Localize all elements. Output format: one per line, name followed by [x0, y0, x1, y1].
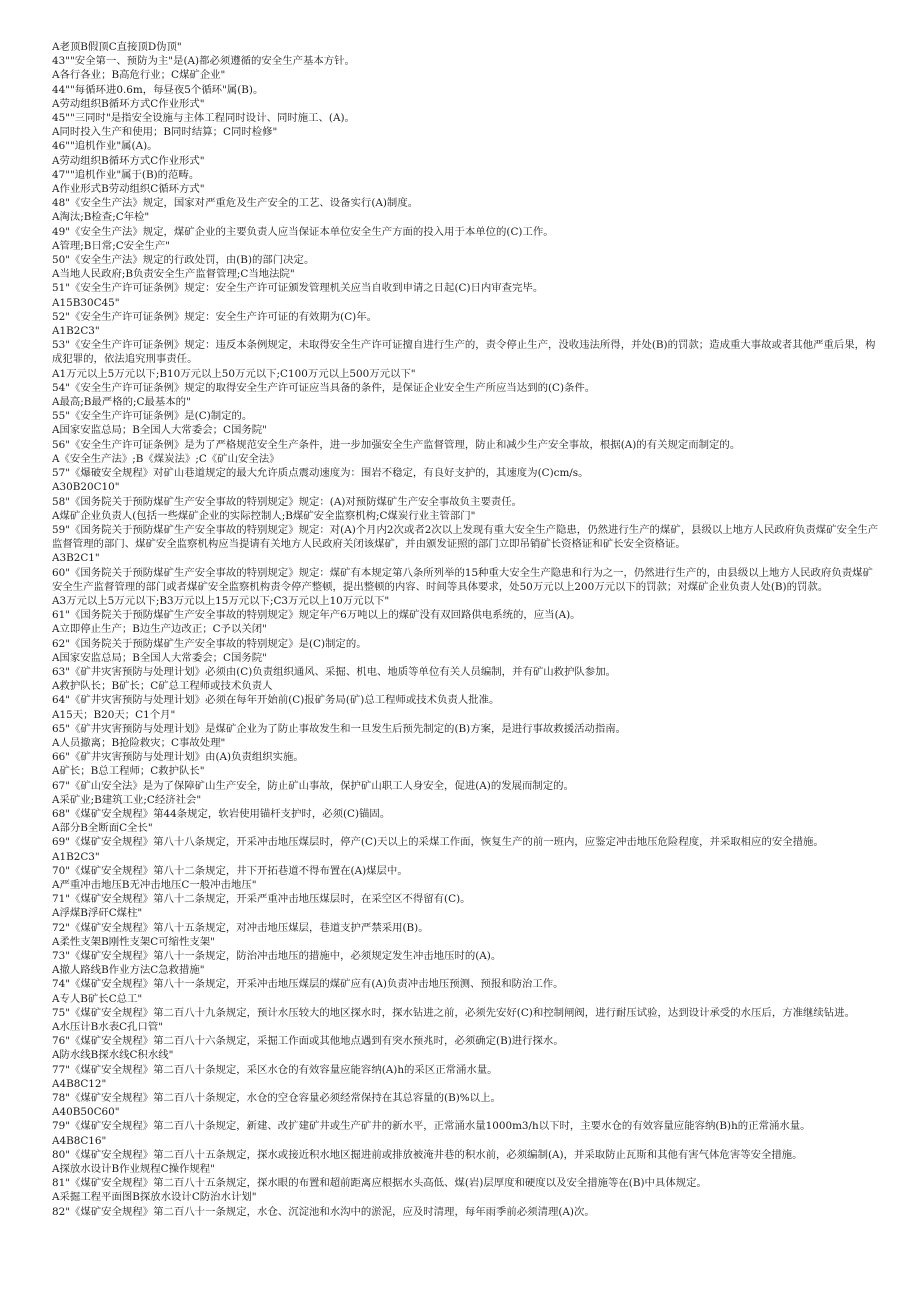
text-line: A1B2C3"	[52, 850, 100, 863]
text-line: A煤矿企业负责人(包括一些煤矿企业的实际控制人;B煤矿安全监察机构;C煤炭行业主管部门"	[52, 509, 476, 522]
text-line: 69"《煤矿安全规程》第八十八条规定，开采冲击地压煤层时，停产(C)天以上的采煤工作面，恢复生产的前一班内，应鉴定冲击地压危险程度，并采取相应的安全措施。	[52, 836, 824, 849]
text-line: A30B20C10"	[52, 481, 120, 494]
text-line: A水压计B水表C孔口管"	[52, 1021, 163, 1034]
text-line: A防水线B探水线C积水线"	[52, 1049, 174, 1062]
text-line: A管理;B日常;C安全生产"	[52, 239, 170, 252]
text-line: 65"《矿井灾害预防与处理计划》是煤矿企业为了防止事故发生和一旦发生后预先制定的(B)方案，是进行事故救援活动指南。	[52, 722, 627, 735]
text-line: A专人B矿长C总工"	[52, 992, 143, 1005]
text-line: 66"《矿井灾害预防与处理计划》由(A)负责组织实施。	[52, 751, 304, 764]
text-line: 59"《国务院关于预防煤矿生产安全事故的特别规定》规定：对(A)个月内2次或者2次以上发现有重大安全生产隐患，仍然进行生产的煤矿，县级以上地方人民政府负责煤矿安全生产监督管理的部门、煤矿安全监察机构应当提请有关地方人民政府关闭该煤矿，并由颁发证照的部门立即吊销矿长资格证和矿长安全资格证。	[52, 523, 879, 551]
text-line: 80"《煤矿安全规程》第二百八十五条规定，探水或接近积水地区掘进前或排放被淹井巷的积水前，必须编制(A)，并采取防止瓦斯和其他有害气体危害等安全措施。	[52, 1148, 803, 1161]
text-line: A15天；B20天；C1个月"	[52, 708, 176, 721]
text-line: 62"《国务院关于预防煤矿生产安全事故的特别规定》是(C)制定的。	[52, 637, 367, 650]
text-line: A4B8C12"	[52, 1077, 107, 1090]
text-line: 48"《安全生产法》规定，国家对严重危及生产安全的工艺、设备实行(A)制度。	[52, 197, 419, 210]
text-line: A柔性支架B刚性支架C可缩性支架"	[52, 935, 215, 948]
text-line: 53"《安全生产许可证条例》规定：违反本条例规定，未取得安全生产许可证擅自进行生产的，责令停止生产，没收违法所得，并处(B)的罚款；造成重大事故或者其他严重后果，构成犯罪的，依法追究刑事责任。	[52, 339, 876, 366]
text-line: A救护队长；B矿长；C矿总工程师或技术负责人	[52, 680, 273, 693]
text-line: 60"《国务院关于预防煤矿生产安全事故的特别规定》规定：煤矿有本规定第八条所列举的15种重大安全生产隐患和行为之一，仍然进行生产的，由县级以上地方人民政府负责煤矿安全生产监督管理的部门或者煤矿安全监察机构责令停产整顿，提出整顿的内容、时间等具体要求，处50万元以上200万元以下的罚款；对煤矿企业负责人处(B)的罚款。	[52, 566, 873, 593]
text-line: A同时投入生产和使用；B同时结算；C同时检修"	[52, 126, 278, 139]
text-line: 75"《煤矿安全规程》第二百八十九条规定，预计水压较大的地区探水时，探水钻进之前，必须先安好(C)和控制闸阀，进行耐压试验，达到设计承受的水压后，方准继续钻进。	[52, 1006, 855, 1019]
text-line: A淘汰;B检查;C年检"	[52, 211, 150, 224]
text-line: A矿长；B总工程师；C救护队长"	[52, 765, 205, 778]
text-line: 50"《安全生产法》规定的行政处罚，由(B)的部门决定。	[52, 254, 315, 267]
text-line: A1万元以上5万元以下;B10万元以上50万元以下;C100万元以上500万元以下"	[52, 367, 416, 380]
text-line: 43""安全第一、预防为主"是(A)都必须遵循的安全生产基本方针。	[52, 55, 355, 68]
text-line: 72"《煤矿安全规程》第八十五条规定，对冲击地压煤层，巷道支护严禁采用(B)。	[52, 921, 429, 934]
text-line: A40B50C60"	[52, 1106, 120, 1119]
text-line: 78"《煤矿安全规程》第二百八十条规定，水仓的空仓容量必须经常保持在其总容量的(B)%以上。	[52, 1092, 501, 1105]
text-line: 82"《煤矿安全规程》第二百八十一条规定，水仓、沉淀池和水沟中的淤泥，应及时清理，每年雨季前必须清理(A)次。	[52, 1205, 595, 1218]
text-line: 44""每循环进0.6m，每昼夜5个循环"属(B)。	[52, 83, 264, 96]
text-line: A撤人路线B作业方法C急救措施"	[52, 964, 205, 977]
text-line: 64"《矿井灾害预防与处理计划》必须在每年开始前(C)报矿务局(矿)总工程师或技术负责人批准。	[52, 694, 500, 707]
text-line: 56"《安全生产许可证条例》是为了严格规范安全生产条件，进一步加强安全生产监督管理，防止和减少生产安全事故，根据(A)的有关规定而制定的。	[52, 438, 741, 451]
text-line: 67"《矿山安全法》是为了保障矿山生产安全，防止矿山事故，保护矿山职工人身安全，促进(A)的发展而制定的。	[52, 779, 574, 792]
text-line: 55"《安全生产许可证条例》是(C)制定的。	[52, 410, 253, 423]
text-line: A采矿业;B建筑工业;C经济社会"	[52, 793, 202, 806]
text-line: 51"《安全生产许可证条例》规定：安全生产许可证颁发管理机关应当自收到申请之日起(C)日内审查完毕。	[52, 282, 544, 295]
text-line: A浮煤B浮矸C煤柱"	[52, 907, 143, 920]
text-line: 58"《国务院关于预防煤矿生产安全事故的特别规定》规定：(A)对预防煤矿生产安全事故负主要责任。	[52, 495, 523, 508]
text-line: A部分B全断面C全长"	[52, 822, 153, 835]
text-line: A15B30C45"	[52, 296, 120, 309]
text-line: 68"《煤矿安全规程》第44条规定，软岩使用锚杆支护时，必须(C)锚固。	[52, 807, 391, 820]
text-line: 74"《煤矿安全规程》第八十一条规定，开采冲击地压煤层的煤矿应有(A)负责冲击地压预测、预报和防治工作。	[52, 978, 564, 991]
text-line: 49"《安全生产法》规定，煤矿企业的主要负责人应当保证本单位安全生产方面的投入用于本单位的(C)工作。	[52, 225, 554, 238]
text-line: 77"《煤矿安全规程》第二百八十条规定，采区水仓的有效容量应能容纳(A)h的采区正常涌水量。	[52, 1063, 498, 1076]
text-line: 70"《煤矿安全规程》第八十二条规定，井下开拓巷道不得布置在(A)煤层中。	[52, 864, 408, 877]
text-line: A严重冲击地压B无冲击地压C一般冲击地压"	[52, 878, 257, 891]
text-line: A《安全生产法》;B《煤炭法》;C《矿山安全法》	[52, 452, 280, 465]
text-line: 71"《煤矿安全规程》第八十二条规定，开采严重冲击地压煤层时，在采空区不得留有(C)。	[52, 893, 471, 906]
text-line: 81"《煤矿安全规程》第二百八十五条规定，探水眼的布置和超前距离应根据水头高低、煤(岩)层厚度和硬度以及安全措施等在(B)中具体规定。	[52, 1177, 707, 1190]
text-line: A采掘工程平面图B探放水设计C防治水计划"	[52, 1191, 257, 1204]
text-line: A国家安监总局；B全国人大常委会；C国务院"	[52, 424, 267, 437]
text-line: A1B2C3"	[52, 325, 100, 338]
text-line: 76"《煤矿安全规程》第二百八十六条规定，采掘工作面或其他地点遇到有突水预兆时，必须确定(B)进行探水。	[52, 1035, 564, 1048]
text-line: 63"《矿井灾害预防与处理计划》必须由(C)负责组织通风、采掘、机电、地质等单位有关人员编制，并有矿山救护队参加。	[52, 665, 616, 678]
text-line: A作业形式B劳动组织C循环方式"	[52, 183, 205, 196]
text-line: A各行各业；B高危行业；C煤矿企业"	[52, 69, 226, 82]
text-line: 73"《煤矿安全规程》第八十一条规定，防治冲击地压的措施中，必须规定发生冲击地压时的(A)。	[52, 950, 502, 962]
text-line: 61"《国务院关于预防煤矿生产安全事故的特别规定》规定年产6万吨以上的煤矿没有双回路供电系统的，应当(A)。	[52, 609, 581, 622]
text-line: 46""追机作业"属(A)。	[52, 140, 158, 153]
text-line: 47""追机作业"属于(B)的范畴。	[52, 168, 200, 181]
text-line: A立即停止生产；B边生产边改正；C予以关闭"	[52, 623, 267, 636]
text-line: A国家安监总局；B全国人大常委会；C国务院"	[52, 651, 267, 664]
text-line: A探放水设计B作业规程C操作规程"	[52, 1163, 215, 1176]
text-line: A当地人民政府;B负责安全生产监督管理;C当地法院"	[52, 268, 295, 281]
text-line: 52"《安全生产许可证条例》规定：安全生产许可证的有效期为(C)年。	[52, 310, 377, 323]
text-line: A人员撤离；B抢险救灾；C事故处理"	[52, 736, 226, 749]
text-line: A3万元以上5万元以下;B3万元以上15万元以下;C3万元以上10万元以下"	[52, 594, 390, 607]
text-line: 79"《煤矿安全规程》第二百八十条规定，新建、改扩建矿井或生产矿井的新水平，正常涌水量1000m3/h以下时，主要水仓的有效容量应能容纳(B)h的正常涌水量。	[52, 1120, 811, 1133]
text-line: A老顶B假顶C直接顶D伪顶"	[52, 41, 182, 53]
text-line: A最高;B最严格的;C最基本的"	[52, 396, 191, 409]
text-line: 57"《爆破安全规程》对矿山巷道规定的最大允许质点震动速度为：围岩不稳定，有良好支护的，其速度为(C)cm/s。	[52, 467, 589, 480]
text-line: A4B8C16"	[52, 1134, 107, 1147]
text-line: 54"《安全生产许可证条例》规定的取得安全生产许可证应当具备的条件，是保证企业安全生产所应当达到的(C)条件。	[52, 381, 596, 394]
text-line: A劳动组织B循环方式C作业形式"	[52, 97, 205, 110]
text-line: A3B2C1"	[52, 552, 100, 565]
text-line: A劳动组织B循环方式C作业形式"	[52, 154, 205, 167]
text-line: 45""三同时"是指安全设施与主体工程同时设计、同时施工、(A)。	[52, 112, 355, 125]
